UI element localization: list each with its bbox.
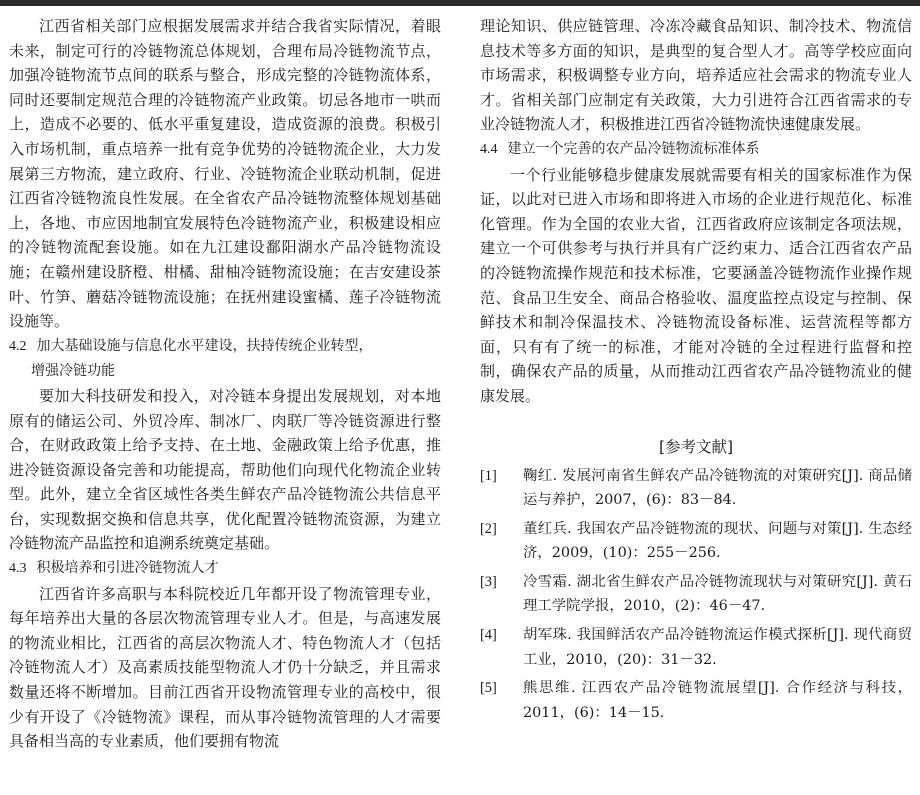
body-paragraph: 一个行业能够稳步健康发展就需要有相关的国家标准作为保证，以此对已进入市场和即将进入市场的企业进行规范化、标准化管理。作为全国的农业大省，江西省政府应该制定各项法规，建立一个可供参考与执行并具有广泛约束力、适合江西省农产品的冷链物流操作规范和技术标准，它要涵盖冷链物流作业操作规范、食品卫生安全、商品合格验收、温度监控点设定与控制、保鲜技术和制冷保温技术、冷链物流设备标准、运营流程等都方面，只有有了统一的标准，才能对冷链的全过程进行监督和控制，确保农产品的质量，从而推动江西省农产品冷链物流业的健康发展。: [480, 165, 912, 405]
references-heading: [参考文献]: [658, 437, 734, 456]
reference-item: [480, 517, 912, 566]
left-column: [9, 14, 441, 754]
reference-item: [480, 676, 912, 725]
section-number: 4.2: [9, 338, 27, 354]
reference-text: 董红兵. 我国农产品冷链物流的现状、问题与对策[J]. 生态经济，2009，(10)：255－256.: [523, 520, 913, 562]
reference-number: [2]: [480, 520, 497, 537]
section-number: 4.4: [480, 141, 498, 157]
section-number: 4.3: [9, 561, 27, 577]
reference-item: [480, 623, 912, 672]
section-title: 建立一个完善的农产品冷链物流标准体系: [507, 140, 760, 157]
body-paragraph: 江西省许多高职与本科院校近几年都开设了物流管理专业，每年培养出大量的各层次物流管理专业人才。但是，与高速发展的物流业相比，江西省的高层次物流人才、特色物流人才（包括冷链物流人才）及高素质技能型物流人才仍十分缺乏，并且需求数量还将不断增加。目前江西省开设物流管理专业的高校中，很少有开设了《冷链物流》课程，而从事冷链物流管理的人才需要具备相当高的专业素质，他们要拥有物流: [9, 584, 441, 751]
reference-text: 胡军珠. 我国鲜活农产品冷链物流运作模式探析[J]. 现代商贸工业，2010，(20)：31－32.: [523, 627, 913, 668]
reference-text: 鞠红. 发展河南省生鲜农产品冷链物流的对策研究[J]. 商品储运与养护，2007，(6)：83－84.: [523, 467, 913, 509]
reference-item: [480, 570, 912, 619]
section-title: 积极培养和引进冷链物流人才: [36, 560, 219, 577]
reference-item: [480, 464, 912, 513]
reference-text: 冷雪霜. 湖北省生鲜农产品冷链物流现状与对策研究[J]. 黄石理工学院学报，2010，(2)：46－47.: [523, 573, 912, 615]
page-header-rule: [0, 0, 920, 6]
body-paragraph: 理论知识、供应链管理、冷冻冷藏食品知识、制冷技术、物流信息技术等多方面的知识，是典型的复合型人才。高等学校应面向市场需求，积极调整专业方向，培养适应社会需求的物流专业人才。省相关部门应制定有关政策，大力引进符合江西省需求的专业冷链物流人才，积极推进江西省冷链物流快速健康发展。: [480, 17, 912, 134]
section-heading-4-2: [9, 334, 441, 384]
reference-number: [4]: [480, 627, 497, 644]
section-heading-4-4: [480, 137, 912, 163]
section-heading-4-3: [9, 556, 441, 582]
reference-number: [3]: [480, 573, 497, 590]
section-title-continued: 增强冷链功能: [31, 363, 115, 380]
body-paragraph: 江西省相关部门应根据发展需求并结合我省实际情况，着眼未来，制定可行的冷链物流总体规划，合理布局冷链物流节点，加强冷链物流节点间的联系与整合，形成完整的冷链物流体系，同时还要制定规范合理的冷链物流产业政策。切忌各地市一哄而上，造成不必要的、低水平重复建设，造成资源的浪费。积极引入市场机制，重点培养一批有竞争优势的冷链物流企业，大力发展第三方物流，建立政府、行业、冷链物流企业联动机制，促进江西省冷链物流良性发展。在全省农产品冷链物流整体规划基础上，各地、市应因地制宜发展特色冷链物流产业，积极建设相应的冷链物流配套设施。如在九江建设鄱阳湖水产品冷链物流设施；在赣州建设脐橙、柑橘、甜柚冷链物流设施；在吉安建设茶叶、竹笋、蘑菇冷链物流设施；在抚州建设蜜橘、莲子冷链物流设施等。: [9, 17, 441, 331]
right-column: [480, 14, 912, 729]
reference-number: [1]: [480, 467, 497, 484]
body-paragraph: 要加大科技研发和投入，对冷链本身提出发展规划，对本地原有的储运公司、外贸冷库、制冰厂、肉联厂等冷链资源进行整合，在财政政策上给予支持、在土地、金融政策上给予优惠，推进冷链资源设备完善和功能提高，帮助他们向现代化物流企业转型。此外，建立全省区域性各类生鲜农产品冷链物流公共信息平台，实现数据交换和信息共享，优化配置冷链物流资源，为建立冷链物流产品监控和追溯系统奠定基础。: [9, 386, 441, 553]
reference-number: [5]: [480, 680, 497, 697]
section-title: 加大基础设施与信息化水平建设，扶持传统企业转型，: [36, 337, 373, 354]
reference-text: 熊思维. 江西农产品冷链物流展望[J]. 合作经济与科技，2011，(6)：14－15.: [523, 680, 912, 721]
